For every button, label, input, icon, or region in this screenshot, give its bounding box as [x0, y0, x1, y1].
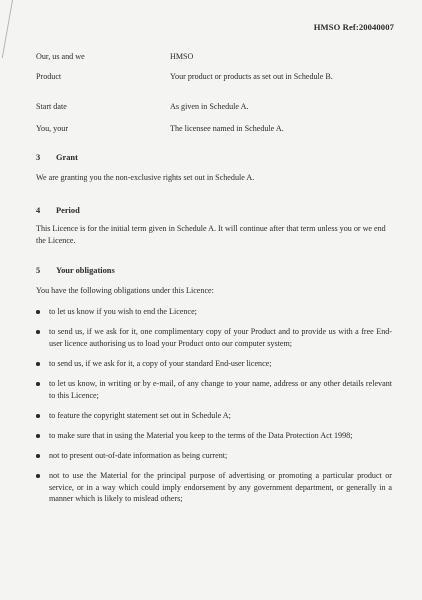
definition-term: Our, us and we [36, 52, 85, 61]
list-item-text: not to present out-of-date information as being current; [49, 451, 228, 460]
list-item [36, 358, 392, 370]
section-heading-grant [36, 153, 78, 162]
list-item-text: not to use the Material for the principal purpose of advertising or promoting a particular product or service, or in a way which could imply endorsement by any government department, or generally in a manner which is likely to mislead others; [49, 471, 392, 504]
bullet-icon [36, 454, 40, 458]
list-item-text: to feature the copyright statement set out in Schedule A; [49, 411, 231, 420]
bullet-icon [36, 414, 40, 418]
scan-edge-mark [0, 0, 13, 58]
grant-paragraph: We are granting you the non-exclusive rights set out in Schedule A. [36, 173, 255, 182]
section-number: 4 [36, 206, 41, 215]
list-item-text: to let us know if you wish to end the Licence; [49, 307, 197, 316]
definition-meaning: Your product or products as set out in Schedule B. [170, 72, 333, 81]
list-item [36, 430, 392, 442]
section-heading-obligations [36, 266, 115, 275]
list-item [36, 450, 392, 462]
bullet-icon [36, 310, 40, 314]
definition-meaning: HMSO [170, 52, 194, 61]
list-item [36, 378, 392, 401]
bullet-icon [36, 434, 40, 438]
bullet-icon [36, 330, 40, 334]
bullet-icon [36, 362, 40, 366]
list-item-text: to send us, if we ask for it, one complimentary copy of your Product and to provide us with a free End-user licence authorising us to load your Product onto our computer system; [49, 327, 392, 348]
list-item [36, 470, 392, 505]
section-number: 3 [36, 153, 41, 162]
section-heading-period [36, 206, 80, 215]
bullet-icon [36, 382, 40, 386]
section-title: Grant [56, 153, 78, 162]
definition-term: Product [36, 72, 62, 81]
list-item [36, 306, 392, 318]
list-item-text: to let us know, in writing or by e-mail, of any change to your name, address or any other details relevant to this Licence; [49, 379, 392, 400]
list-item-text: to make sure that in using the Material you keep to the terms of the Data Protection Act 1998; [49, 431, 353, 440]
definition-term: You, your [36, 124, 69, 133]
reference-number: HMSO Ref:20040007 [313, 22, 394, 32]
section-title: Your obligations [56, 266, 115, 275]
definition-meaning: The licensee named in Schedule A. [170, 124, 284, 133]
period-paragraph: This Licence is for the initial term given in Schedule A. It will continue after that term unless you or we end the Licence. [36, 224, 386, 246]
list-item [36, 326, 392, 349]
section-title: Period [56, 206, 80, 215]
list-item [36, 410, 392, 422]
definition-term: Start date [36, 102, 67, 111]
obligations-intro: You have the following obligations under this Licence: [36, 286, 214, 295]
definition-meaning: As given in Schedule A. [170, 102, 249, 111]
list-item-text: to send us, if we ask for it, a copy of your standard End-user licence; [49, 359, 272, 368]
section-number: 5 [36, 266, 41, 275]
bullet-icon [36, 474, 40, 478]
